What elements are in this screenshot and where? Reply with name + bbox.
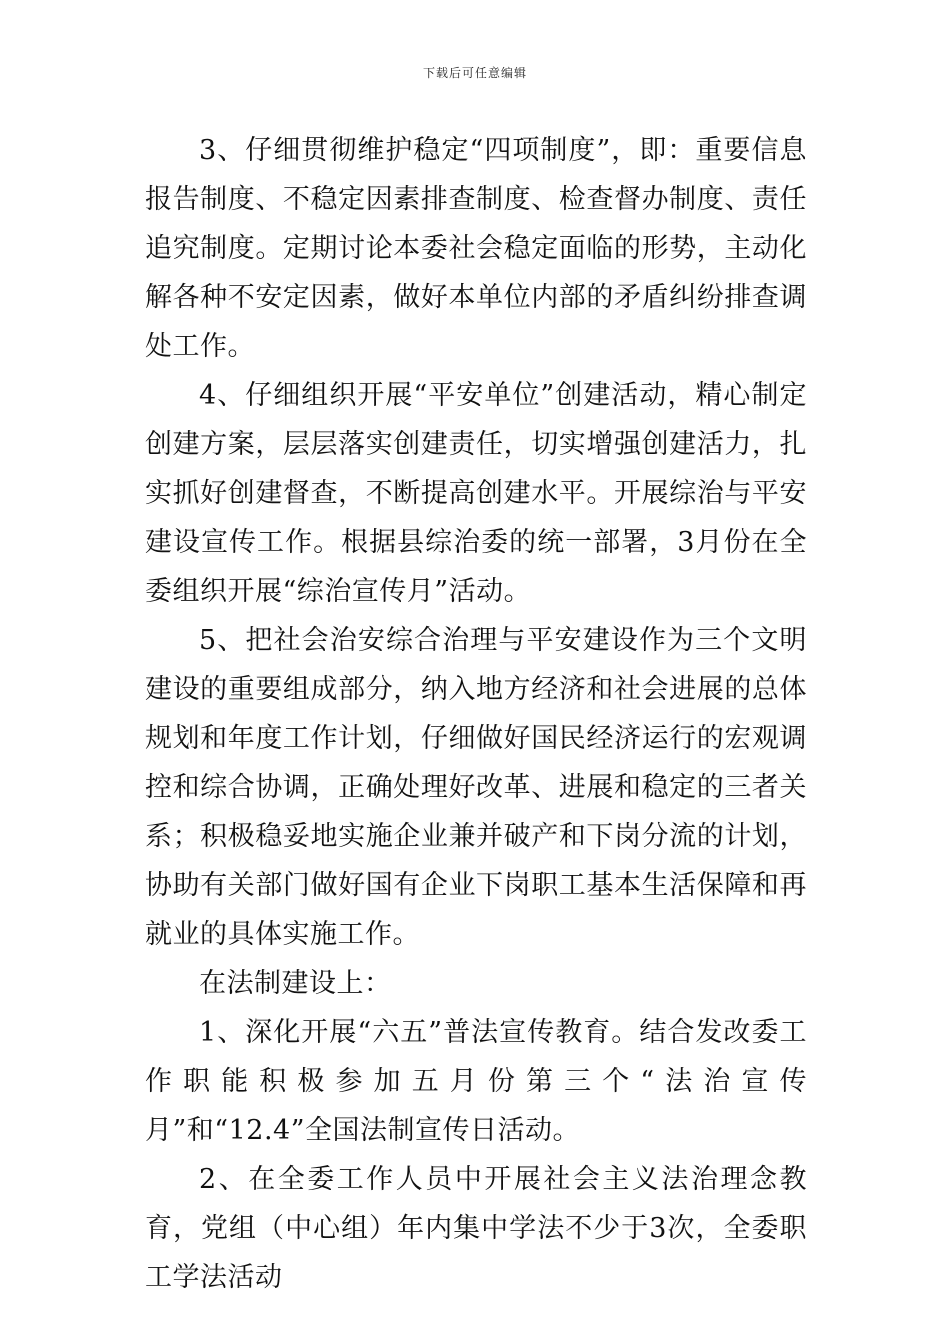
paragraph-item-3: 3、仔细贯彻维护稳定“四项制度”，即：重要信息报告制度、不稳定因素排查制度、检查督办制度、责任追究制度。定期讨论本委社会稳定面临的形势，主动化解各种不安定因素，做好本单位内部的矛盾纠纷排查调处工作。 — [145, 135, 807, 362]
paragraph-item-legal-2: 2、在全委工作人员中开展社会主义法治理念教育，党组（中心组）年内集中学法不少于3次，全委职工学法活动 — [145, 1164, 807, 1293]
section-heading-legal: 在法制建设上： — [199, 968, 392, 999]
paragraph-item-legal-1: 1、深化开展“六五”普法宣传教育。结合发改委工作职能积极参加五月份第三个“法治宣传月”和“12.4”全国法制宣传日活动。 — [145, 1017, 807, 1146]
paragraph-item-4: 4、仔细组织开展“平安单位”创建活动，精心制定创建方案，层层落实创建责任，切实增强创建活力，扎实抓好创建督查，不断提高创建水平。开展综治与平安建设宣传工作。根据县综治委的统一部署，3月份在全委组织开展“综治宣传月”活动。 — [145, 380, 807, 607]
paragraph-item-5: 5、把社会治安综合治理与平安建设作为三个文明建设的重要组成部分，纳入地方经济和社会进展的总体规划和年度工作计划，仔细做好国民经济运行的宏观调控和综合协调，正确处理好改革、进展和稳定的三者关系；积极稳妥地实施企业兼并破产和下岗分流的计划，协助有关部门做好国有企业下岗职工基本生活保障和再就业的具体实施工作。 — [145, 625, 807, 950]
page-header: 下载后可任意编辑 — [422, 66, 527, 80]
document-body — [145, 126, 807, 1302]
